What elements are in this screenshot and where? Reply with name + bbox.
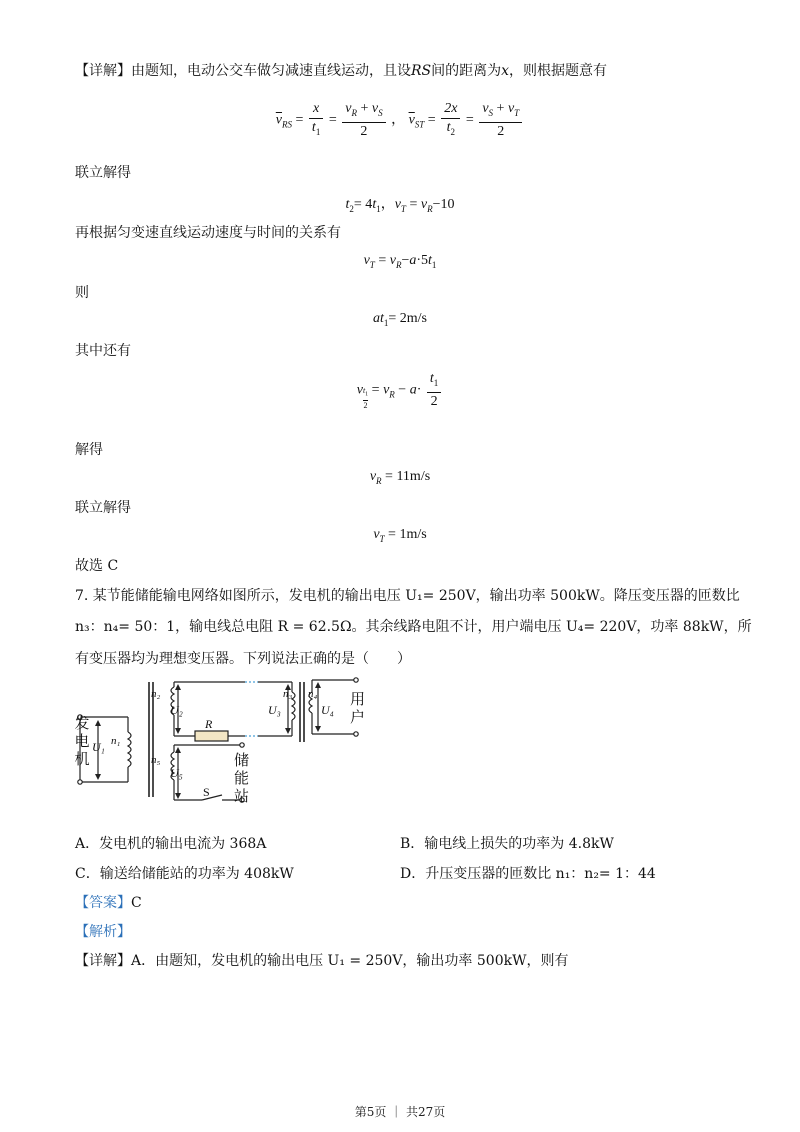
equation-3: $v_T = v_R-a\cdot 5t_1$ [363, 253, 437, 270]
label-user: 用 户 [350, 690, 366, 726]
store-terminal-top [240, 743, 244, 747]
question-7-line-2: n₃：n₄= 50：1，输电线总电阻 R = 62.5Ω。其余线路电阻不计，用户端电压 U₄= 220V，功率 88kW，所 [75, 619, 752, 635]
equals: = [295, 112, 304, 128]
fraction-x-t1 [309, 100, 323, 141]
v-bar: $\overline{v}$ [275, 112, 283, 128]
label-lianli-1: 联立解得 [75, 165, 131, 181]
user-terminal-bottom [354, 732, 358, 736]
label-zaigen: 再根据匀变速直线运动速度与时间的关系有 [75, 225, 341, 241]
option-a: A．发电机的输出电流为 368A [75, 836, 267, 852]
label-u4: U₄ [321, 703, 334, 717]
resistor-r [195, 731, 228, 741]
label-lianli-2: 联立解得 [75, 500, 131, 516]
label-u5: U₅ [170, 766, 183, 780]
frac-den: 2 [360, 123, 368, 139]
label-u2: U₂ [170, 703, 183, 717]
detail-lead-2: 【详解】 [75, 953, 131, 969]
label-storage: 储 能 站 [234, 751, 250, 805]
detail-paragraph-1 [75, 61, 607, 81]
equation-2: $t_2= 4t_1$，$v_T = v_R-10$ [345, 197, 455, 214]
label-qizhong: 其中还有 [75, 343, 131, 359]
page-footer: 第5页 ｜ 共27页 [354, 1105, 446, 1119]
label-guxuan: 故选 C [75, 558, 119, 574]
frac-den: t [311, 120, 316, 135]
frac-num: 2x [444, 101, 458, 116]
analysis-tag: 【解析】 [75, 924, 131, 940]
label-ze: 则 [75, 285, 89, 301]
coil-n3 [292, 692, 295, 720]
equation-4: $at_1= 2m/s$ [372, 311, 427, 328]
label-r: R [205, 717, 213, 731]
detail-text: 由题知，电动公交车做匀减速直线运动，且设 [131, 63, 411, 79]
fraction-vs-vt: $\frac{v_S + v_T}{2}$ [479, 100, 522, 141]
x-symbol: x [501, 63, 510, 79]
answer-tag: 【答案】 [75, 895, 131, 911]
sub-st: ST [414, 119, 425, 130]
question-7-line-1: 7. 某节能储能输电网络如图所示，发电机的输出电压 U₁= 250V，输出功率 500kW。降压变压器的匝数比 [75, 588, 740, 604]
equation-5: v $\frac{t_1}{2}$ = $v_R - a\cdot$ $\frac{t_1}{2}$ [0, 370, 800, 411]
label-u3: U₃ [268, 703, 281, 717]
equals: = [465, 112, 474, 128]
label-n3: n₃ [283, 688, 293, 700]
label-n1: n₁ [111, 735, 121, 747]
separator: ， [391, 112, 406, 128]
sub-rs: RS [282, 119, 293, 130]
detail-paragraph-2 [75, 951, 568, 971]
rs-symbol: RS [411, 63, 432, 79]
label-n4: n₄ [308, 688, 318, 700]
detail-text-3: ，则根据题意有 [509, 63, 608, 79]
frac-den-sub: 2 [450, 126, 455, 137]
frac-den: 2 [497, 123, 505, 139]
label-generator: 发 电 机 [74, 714, 90, 768]
fraction-2x-t2 [441, 100, 460, 141]
detail-text-a: A．由题知，发电机的输出电压 U₁ = 250V，输出功率 500kW，则有 [131, 953, 569, 969]
option-c: C．输送给储能站的功率为 408kW [75, 866, 294, 882]
frac-den: t [446, 120, 451, 135]
gen-terminal-bottom [78, 780, 82, 784]
option-b: B．输电线上损失的功率为 4.8kW [400, 836, 614, 852]
v-bar: $\overline{v}$ [408, 112, 415, 128]
answer-value: C [131, 895, 142, 911]
user-terminal-top [354, 678, 358, 682]
answer-line [75, 893, 142, 913]
frac-den-sub: 1 [315, 126, 321, 137]
option-d: D．升压变压器的匝数比 n₁：n₂= 1：44 [400, 866, 656, 882]
equation-average-velocity [0, 100, 800, 141]
coil-n1 [128, 732, 131, 767]
label-n2: n₂ [151, 688, 161, 700]
label-n5: n₅ [151, 754, 161, 766]
question-7-line-3: 有变压器均为理想变压器。下列说法正确的是（ ） [75, 651, 411, 667]
detail-lead: 【详解】 [75, 63, 131, 79]
detail-text-2: 间的距离为 [431, 63, 502, 79]
equals: = [427, 112, 436, 128]
equation-7: $v_T = 1m/s$ [373, 527, 427, 544]
frac-num: x [313, 101, 320, 116]
fraction-vr-vs: $\frac{v_R + v_S}{2}$ [342, 100, 385, 141]
label-u1: U₁ [92, 740, 105, 754]
equals: = [328, 112, 337, 128]
label-jiede: 解得 [75, 442, 103, 458]
label-s: S [203, 785, 210, 799]
equation-6: $v_R = 11m/s$ [369, 469, 431, 486]
